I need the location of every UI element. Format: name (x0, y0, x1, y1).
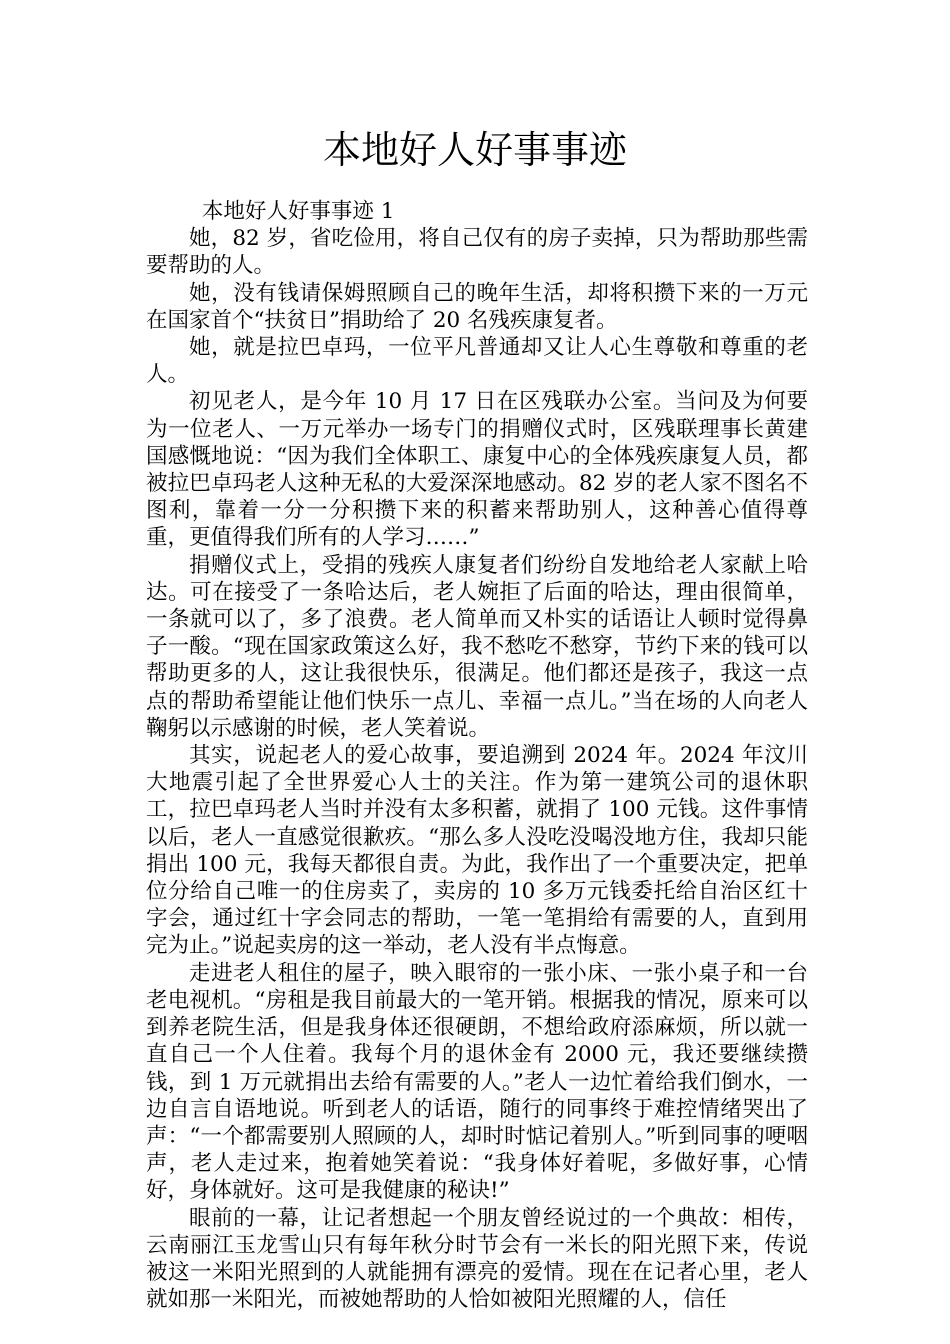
document-title: 本地好人好事事迹 (322, 128, 627, 172)
paragraph: 她，82 岁，省吃俭用，将自己仅有的房子卖掉，只为帮助那些需要帮助的人。 (146, 226, 808, 279)
paragraph: 初见老人，是今年 10 月 17 日在区残联办公室。当问及为何要为一位老人、一万元举办一场专门的捐赠仪式时，区残联理事长黄建国感慨地说：“因为我们全体职工、康复中心的全体残疾康复人员，都被拉巴卓玛老人这种无私的大爱深深地感动。82 岁的老人家不图名不图利，靠着一分一分积攒下来的积蓄来帮助别人，这种善心值得尊重，更值得我们所有的人学习……” (146, 389, 808, 551)
paragraph: 走进老人租住的屋子，映入眼帘的一张小床、一张小桌子和一台老电视机。“房租是我目前最大的一笔开销。根据我的情况，原来可以到养老院生活，但是我身体还很硬朗，不想给政府添麻烦，所以就一直自己一个人住着。我每个月的退休金有 2000 元，我还要继续攒钱，到 1 万元就捐出去给有需要的人。”老人一边忙着给我们倒水，一边自言自语地说。听到老人的话语，随行的同事终于难控情绪哭出了声：“一个都需要别人照顾的人，却时时惦记着别人。”听到同事的哽咽声，老人走过来，抱着她笑着说：“我身体好着呢，多做好事，心情好，身体就好。这可是我健康的秘诀!” (146, 960, 808, 1204)
section-subheading: 本地好人好事事迹 1 (201, 199, 395, 224)
paragraph: 其实，说起老人的爱心故事，要追溯到 2024 年。2024 年汶川大地震引起了全世界爱心人士的关注。作为第一建筑公司的退休职工，拉巴卓玛老人当时并没有太多积蓄，就捐了 100 元钱。这件事情以后，老人一直感觉很歉疚。“那么多人没吃没喝没地方住，我却只能捐出 100 元，我每天都很自责。为此，我作出了一个重要决定，把单位分给自己唯一的住房卖了，卖房的 10 多万元钱委托给自治区红十字会，通过红十字会同志的帮助，一笔一笔捐给有需要的人，直到用完为止。”说起卖房的这一举动，老人没有半点悔意。 (146, 743, 808, 959)
paragraph: 她，就是拉巴卓玛，一位平凡普通却又让人心生尊敬和尊重的老人。 (146, 335, 808, 388)
document-body (146, 198, 808, 1313)
paragraph: 捐赠仪式上，受捐的残疾人康复者们纷纷自发地给老人家献上哈达。可在接受了一条哈达后，老人婉拒了后面的哈达，理由很简单，一条就可以了，多了浪费。老人简单而又朴实的话语让人顿时觉得鼻子一酸。“现在国家政策这么好，我不愁吃不愁穿，节约下来的钱可以帮助更多的人，这让我很快乐，很满足。他们都还是孩子，我这一点点的帮助希望能让他们快乐一点儿、幸福一点儿。”当在场的人向老人鞠躬以示感谢的时候，老人笑着说。 (146, 552, 808, 741)
paragraph: 她，没有钱请保姆照顾自己的晚年生活，却将积攒下来的一万元在国家首个“扶贫日”捐助给了 20 名残疾康复者。 (146, 280, 808, 333)
paragraph: 眼前的一幕，让记者想起一个朋友曾经说过的一个典故：相传，云南丽江玉龙雪山只有每年秋分时节会有一米长的阳光照下来，传说被这一米阳光照到的人就能拥有漂亮的爱情。现在在记者心里，老人就如那一米阳光，而被她帮助的人恰如被阳光照耀的人，信任 (146, 1205, 808, 1313)
